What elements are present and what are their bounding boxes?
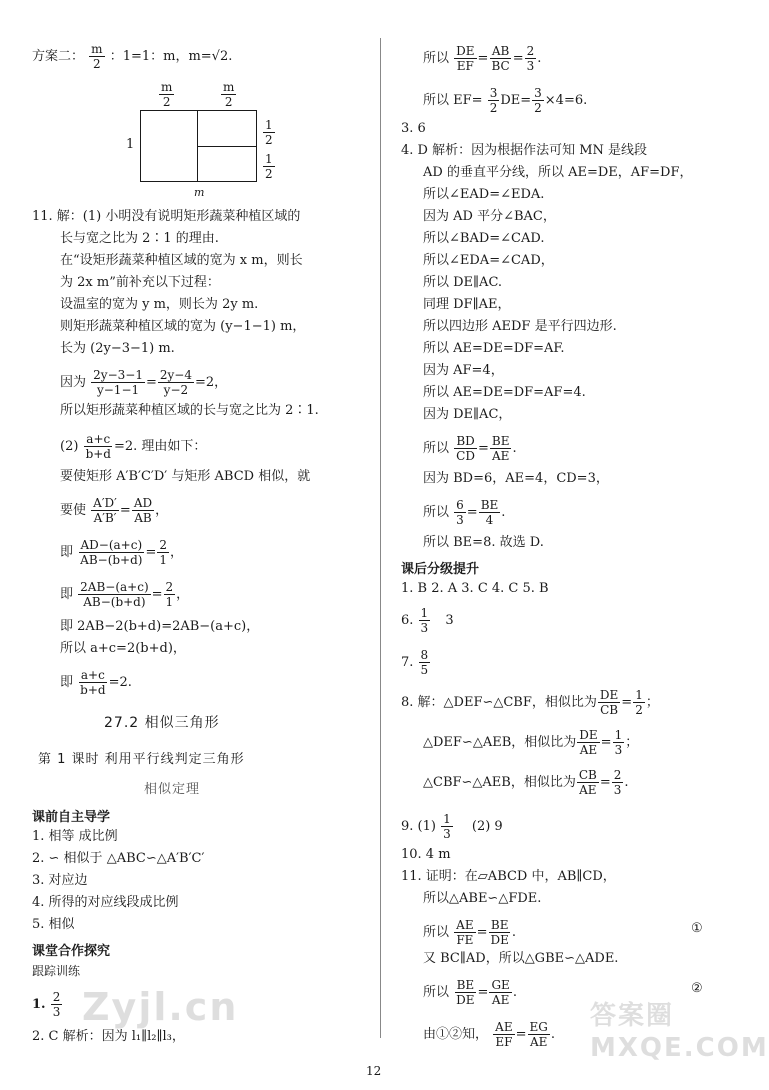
preclass-item: 1. 相等 成比例 bbox=[32, 829, 118, 844]
answer-line: 9. (1) $\frac{1}{3}$ (2) 9 bbox=[401, 812, 503, 841]
answer-line: 1. B 2. A 3. C 4. C 5. B bbox=[401, 581, 549, 596]
answer-line: △CBF∽△AEB，相似比为 $\frac{CB}{AE}$ = $\frac{2}{3}$ . bbox=[423, 768, 629, 797]
diagram-left-label: 1 bbox=[126, 137, 135, 152]
right-line: 所以 BE=8. 故选 D. bbox=[423, 535, 544, 550]
watermark-right: 答案圈 MXQE.COM bbox=[590, 1001, 769, 1063]
q11-line: 在“设矩形蔬菜种植区域的宽为 x m，则长 bbox=[60, 253, 303, 268]
q11-line: 即 $\frac{2AB-(a+c)}{AB-(b+d)}$ = $\frac{2}{1}$ ， bbox=[60, 580, 190, 609]
equation-mark: ② bbox=[691, 981, 703, 996]
answer-line: 6. $\frac{1}{3}$ 3 bbox=[401, 606, 454, 635]
preclass-item: 5. 相似 bbox=[32, 917, 75, 932]
watermark-left: Zyjl.cn bbox=[82, 985, 239, 1029]
right-line: 所以 AE=DE=DF=AF. bbox=[423, 341, 565, 356]
answer-line: 11. 证明：在▱ABCD 中，AB∥CD， bbox=[401, 869, 616, 884]
answer-line: 所以△ABE∽△FDE. bbox=[423, 891, 542, 906]
right-line: 因为 DE∥AC， bbox=[423, 407, 512, 422]
right-line: 所以 $\frac{BD}{CD}$ = $\frac{BE}{AE}$ . bbox=[423, 434, 517, 463]
q11-line: 即 $\frac{AD-(a+c)}{AB-(b+d)}$ = $\frac{2}{1}$ ， bbox=[60, 538, 184, 567]
right-line: 所以 AE=DE=DF=AF=4. bbox=[423, 385, 586, 400]
q11-line: 要使矩形 A′B′C′D′ 与矩形 ABCD 相似，就 bbox=[60, 469, 311, 484]
q11-line: 即 2AB−2(b+d)=2AB−(a+c)， bbox=[60, 619, 260, 634]
plan2-label: 方案二： bbox=[32, 49, 85, 64]
right-line: 所以四边形 AEDF 是平行四边形. bbox=[423, 319, 617, 334]
diagram-top-right-label: $\frac{m}{2}$ bbox=[223, 80, 235, 109]
preclass-item: 4. 所得的对应线段成比例 bbox=[32, 895, 179, 910]
q11-line: 要使 $\frac{A'D'}{A'B'}$ = $\frac{AD}{AB}$ ， bbox=[60, 496, 169, 525]
right-line: 因为 AF=4， bbox=[423, 363, 504, 378]
answer-line: △DEF∽△AEB，相似比为 $\frac{DE}{AE}$ = $\frac{1}{3}$ ； bbox=[423, 728, 639, 757]
q11-line: 长为 (2y−3−1) m. bbox=[60, 341, 175, 356]
rectangle-diagram bbox=[110, 80, 310, 200]
right-line: 所以 DE∥AC. bbox=[423, 275, 503, 290]
q11-line: 所以 a+c=2(b+d)， bbox=[60, 641, 186, 656]
answer-line: 7. $\frac{8}{5}$ bbox=[401, 648, 429, 677]
plan2-ratio: ：1=1：m，m=√2. bbox=[109, 49, 233, 64]
lesson-title: 第 1 课时 利用平行线判定三角形 bbox=[38, 752, 245, 767]
q11-line: 为 2x m”前补充以下过程： bbox=[60, 275, 220, 290]
track-item: 1. $\frac{2}{3}$ bbox=[32, 990, 61, 1019]
right-line: 所以∠EAD=∠EDA. bbox=[423, 187, 545, 202]
answer-line: 所以 $\frac{AE}{FE}$ = $\frac{BE}{DE}$ . bbox=[423, 918, 517, 947]
preclass-item: 2. ∽ 相似于 △ABC∽△A′B′C′ bbox=[32, 851, 205, 866]
q11-line: 即 $\frac{a+c}{b+d}$ =2. bbox=[60, 668, 132, 697]
diagram-right-lower-label: $\frac{1}{2}$ bbox=[265, 152, 273, 181]
answer-line: 由①②知， $\frac{AE}{EF}$ = $\frac{EG}{AE}$ . bbox=[423, 1020, 555, 1049]
diagram-lower-right bbox=[197, 146, 257, 182]
answer-line: 所以 $\frac{BE}{DE}$ = $\frac{GE}{AE}$ . bbox=[423, 978, 517, 1007]
q11-line: 长与宽之比为 2∶1 的理由. bbox=[60, 231, 219, 246]
plan2-line bbox=[32, 42, 232, 71]
right-line: 所以∠EDA=∠CAD， bbox=[423, 253, 554, 268]
right-line: 同理 DF∥AE， bbox=[423, 297, 511, 312]
preclass-item: 3. 对应边 bbox=[32, 873, 88, 888]
answer-line: 10. 4 m bbox=[401, 847, 451, 862]
track-item: 2. C 解析：因为 l₁∥l₂∥l₃， bbox=[32, 1029, 185, 1044]
right-line: 因为 AD 平分∠BAC， bbox=[423, 209, 556, 224]
fraction: $\frac{m}{2}$ bbox=[91, 42, 103, 71]
equation-mark: ① bbox=[691, 921, 703, 936]
right-line: 4. D 解析：因为根据作法可知 MN 是线段 bbox=[401, 143, 648, 158]
q11-line: 则矩形蔬菜种植区域的宽为 (y−1−1) m， bbox=[60, 319, 306, 334]
diagram-right-upper-label: $\frac{1}{2}$ bbox=[265, 118, 273, 147]
q11-line: 11. 解：(1) 小明没有说明矩形蔬菜种植区域的 bbox=[32, 209, 301, 224]
column-divider bbox=[380, 38, 381, 1038]
track-heading: 跟踪训练 bbox=[32, 964, 81, 978]
q11-line: 所以矩形蔬菜种植区域的长与宽之比为 2∶1. bbox=[60, 403, 319, 418]
answer-line: 又 BC∥AD，所以△GBE∽△ADE. bbox=[423, 951, 619, 966]
q11-line: 因为 $\frac{2y-3-1}{y-1-1}$ = $\frac{2y-4}{y-2}$ =2， bbox=[60, 368, 228, 397]
answer-line: 8. 解：△DEF∽△CBF，相似比为 $\frac{DE}{CB}$ = $\frac{1}{2}$ ； bbox=[401, 688, 659, 717]
q11-line: 设温室的宽为 y m，则长为 2y m. bbox=[60, 297, 259, 312]
right-line: AD 的垂直平分线，所以 AE=DE，AF=DF， bbox=[423, 165, 693, 180]
diagram-left-square bbox=[140, 110, 198, 182]
right-line: 所以 $\frac{DE}{EF}$ = $\frac{AB}{BC}$ = $\frac{2}{3}$ . bbox=[423, 44, 542, 73]
diagram-upper-right bbox=[197, 110, 257, 147]
after-class-heading: 课后分级提升 bbox=[401, 562, 480, 577]
right-line: 所以∠BAD=∠CAD. bbox=[423, 231, 545, 246]
section-title: 27.2 相似三角形 bbox=[104, 715, 220, 731]
diagram-bottom-label: m bbox=[194, 186, 205, 199]
right-line: 所以 $\frac{6}{3}$ = $\frac{BE}{4}$ . bbox=[423, 498, 506, 527]
right-line: 所以 EF= $\frac{3}{2}$ DE= $\frac{3}{2}$ ×4=6. bbox=[423, 86, 588, 115]
page-number: 12 bbox=[366, 1064, 382, 1078]
lesson-subtitle: 相似定理 bbox=[144, 782, 201, 797]
diagram-top-left-label: $\frac{m}{2}$ bbox=[161, 80, 173, 109]
coop-heading: 课堂合作探究 bbox=[32, 944, 111, 959]
right-line: 3. 6 bbox=[401, 121, 426, 136]
right-line: 因为 BD=6，AE=4，CD=3， bbox=[423, 471, 609, 486]
preclass-heading: 课前自主导学 bbox=[32, 810, 111, 825]
q11-line: (2) $\frac{a+c}{b+d}$ =2. 理由如下： bbox=[60, 432, 207, 461]
